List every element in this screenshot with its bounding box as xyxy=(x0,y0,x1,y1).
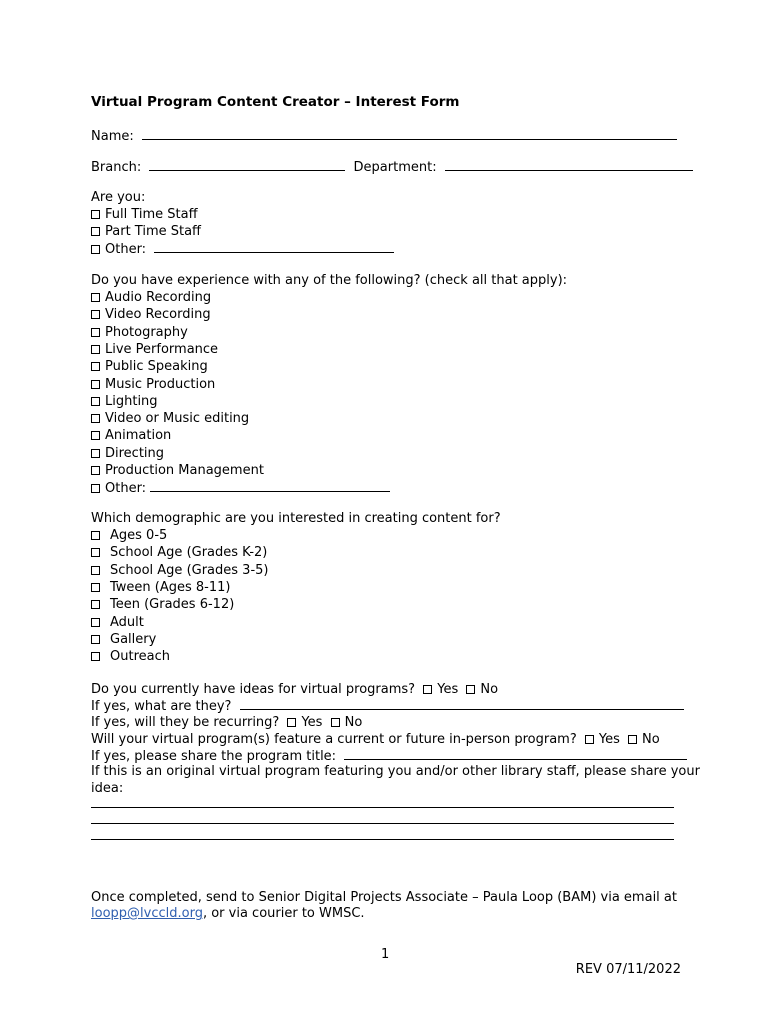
name-row xyxy=(91,127,677,145)
recurring-no-checkbox[interactable] xyxy=(331,718,340,727)
ideas-yes-checkbox[interactable] xyxy=(423,685,432,694)
demographic-option[interactable] xyxy=(91,648,170,665)
experience-other-field[interactable] xyxy=(150,479,390,492)
original-idea-prompt: If this is an original virtual program featuring you and/or other library staff, please share your xyxy=(91,764,700,779)
ideas-what-row xyxy=(91,697,684,715)
experience-option[interactable] xyxy=(91,324,188,341)
department-field[interactable] xyxy=(445,158,693,171)
demographic-question: Which demographic are you interested in creating content for? xyxy=(91,511,501,526)
checkbox[interactable] xyxy=(91,328,100,337)
staff-other-field[interactable] xyxy=(154,240,394,253)
ideas-what-field[interactable] xyxy=(240,697,684,710)
form-title: Virtual Program Content Creator – Interest Form xyxy=(91,94,460,110)
demographic-option-label: Tween (Ages 8-11) xyxy=(110,579,231,595)
idea-answer-line-3[interactable] xyxy=(91,827,674,840)
experience-option-label: Audio Recording xyxy=(105,290,212,305)
revision-date: REV 07/11/2022 xyxy=(575,962,681,977)
ideas-row: Do you currently have ideas for virtual programs? Yes No xyxy=(91,682,499,697)
footer-contact: loopp@lvccld.org, or via courier to WMSC. xyxy=(91,906,365,921)
page-number: 1 xyxy=(381,947,390,962)
demographic-option-label: Adult xyxy=(110,614,144,630)
checkbox[interactable] xyxy=(91,431,100,440)
experience-option[interactable] xyxy=(91,289,211,306)
staff-option-full-time[interactable]: Full Time Staff xyxy=(91,206,198,223)
checkbox[interactable] xyxy=(91,466,100,475)
checkbox[interactable] xyxy=(91,380,100,389)
checkbox[interactable] xyxy=(91,583,100,592)
branch-row xyxy=(91,158,693,176)
checkbox[interactable] xyxy=(91,293,100,302)
experience-option[interactable] xyxy=(91,445,164,462)
experience-option[interactable] xyxy=(91,479,390,497)
checkbox[interactable] xyxy=(91,345,100,354)
checkbox[interactable] xyxy=(91,210,100,219)
demographic-option-label: Outreach xyxy=(110,649,170,665)
checkbox[interactable] xyxy=(91,531,100,540)
experience-option-label: Other: xyxy=(105,481,147,497)
demographic-option[interactable] xyxy=(91,579,231,596)
checkbox[interactable] xyxy=(91,362,100,371)
branch-label: Branch: xyxy=(91,160,142,175)
experience-option[interactable] xyxy=(91,393,158,410)
demographic-option-label: Teen (Grades 6-12) xyxy=(110,597,235,613)
experience-option[interactable] xyxy=(91,462,264,479)
form-page xyxy=(91,0,700,1024)
experience-question: Do you have experience with any of the following? (check all that apply): xyxy=(91,273,568,288)
name-field[interactable] xyxy=(142,127,677,140)
feature-no-checkbox[interactable] xyxy=(628,735,637,744)
experience-option-label: Animation xyxy=(105,428,172,444)
department-label: Department: xyxy=(353,160,437,175)
idea-answer-line-2[interactable] xyxy=(91,811,674,824)
demographic-option[interactable] xyxy=(91,631,156,648)
recurring-yes-checkbox[interactable] xyxy=(287,718,296,727)
demographic-option[interactable] xyxy=(91,614,144,631)
recurring-question: If yes, will they be recurring? xyxy=(91,715,280,730)
checkbox[interactable] xyxy=(91,600,100,609)
demographic-option[interactable] xyxy=(91,527,167,544)
footer-instructions: Once completed, send to Senior Digital Projects Associate – Paula Loop (BAM) via email at xyxy=(91,890,677,905)
feature-question: Will your virtual program(s) feature a current or future in-person program? xyxy=(91,732,577,747)
ideas-what-label: If yes, what are they? xyxy=(91,699,232,714)
program-title-field[interactable] xyxy=(344,747,687,760)
experience-option[interactable] xyxy=(91,410,249,427)
experience-option[interactable] xyxy=(91,376,215,393)
experience-option-label: Production Management xyxy=(105,463,264,478)
checkbox[interactable] xyxy=(91,414,100,423)
email-link[interactable]: loopp@lvccld.org xyxy=(91,906,203,921)
checkbox[interactable] xyxy=(91,566,100,575)
staff-option-other[interactable]: Other: xyxy=(91,240,394,258)
demographic-option[interactable] xyxy=(91,544,267,561)
demographic-option[interactable] xyxy=(91,596,234,613)
original-idea-prompt-continued: idea: xyxy=(91,781,124,796)
experience-option-label: Video Recording xyxy=(105,307,211,323)
demographic-option-label: School Age (Grades K-2) xyxy=(110,545,268,561)
checkbox[interactable] xyxy=(91,245,100,254)
are-you-label: Are you: xyxy=(91,190,146,205)
experience-option-label: Live Performance xyxy=(105,341,219,357)
experience-option-label: Video or Music editing xyxy=(105,411,250,427)
checkbox[interactable] xyxy=(91,652,100,661)
checkbox[interactable] xyxy=(91,618,100,627)
branch-field[interactable] xyxy=(149,158,345,171)
demographic-option-label: Gallery xyxy=(110,631,157,647)
ideas-question: Do you currently have ideas for virtual programs? xyxy=(91,682,416,697)
experience-option-label: Public Speaking xyxy=(105,359,208,375)
experience-option-label: Music Production xyxy=(105,376,216,392)
demographic-option-label: Ages 0-5 xyxy=(110,528,168,543)
checkbox[interactable] xyxy=(91,484,100,493)
feature-yes-checkbox[interactable] xyxy=(585,735,594,744)
experience-option-label: Photography xyxy=(105,324,188,340)
recurring-row: If yes, will they be recurring? Yes No xyxy=(91,715,363,730)
experience-option-label: Lighting xyxy=(105,393,158,409)
experience-option[interactable] xyxy=(91,427,171,444)
idea-answer-line-1[interactable] xyxy=(91,795,674,808)
checkbox[interactable] xyxy=(91,310,100,319)
experience-option-label: Directing xyxy=(105,445,165,461)
checkbox[interactable] xyxy=(91,635,100,644)
checkbox[interactable] xyxy=(91,227,100,236)
name-label: Name: xyxy=(91,129,134,144)
experience-option[interactable] xyxy=(91,341,218,358)
staff-option-part-time[interactable]: Part Time Staff xyxy=(91,223,201,240)
experience-option[interactable] xyxy=(91,358,208,375)
program-title-label: If yes, please share the program title: xyxy=(91,749,337,764)
demographic-option-label: School Age (Grades 3-5) xyxy=(110,562,269,578)
demographic-option[interactable] xyxy=(91,562,268,579)
checkbox[interactable] xyxy=(91,548,100,557)
checkbox[interactable] xyxy=(91,397,100,406)
experience-option[interactable] xyxy=(91,306,211,323)
checkbox[interactable] xyxy=(91,449,100,458)
ideas-no-checkbox[interactable] xyxy=(466,685,475,694)
feature-row: Will your virtual program(s) feature a current or future in-person program? Yes No xyxy=(91,732,660,747)
